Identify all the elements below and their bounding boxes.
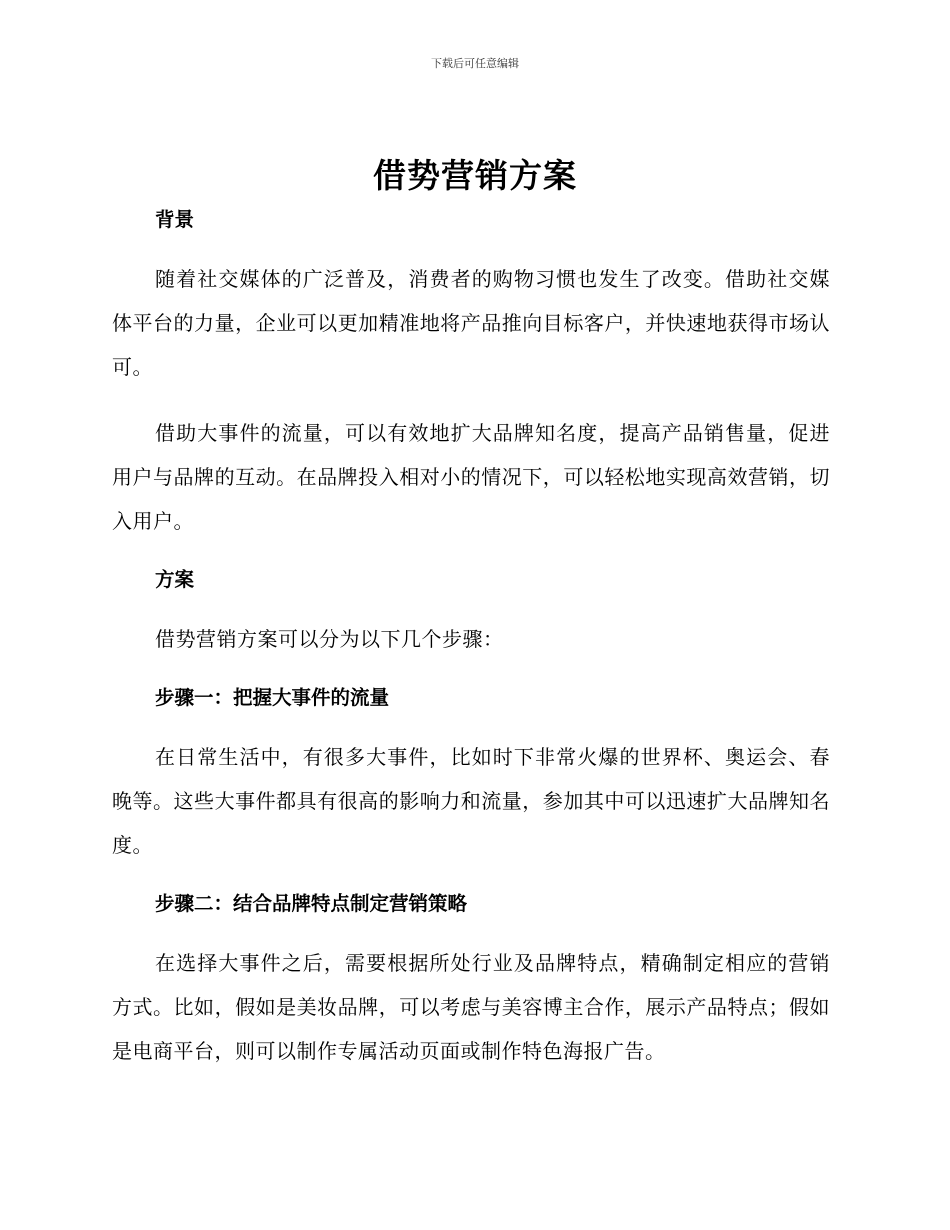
section-heading-background: 背景 <box>155 208 195 231</box>
plan-intro-paragraph: 借势营销方案可以分为以下几个步骤： <box>155 627 504 651</box>
header-note: 下载后可任意编辑 <box>431 57 519 70</box>
step1-heading: 步骤一：把握大事件的流量 <box>155 686 390 709</box>
section-heading-plan: 方案 <box>155 568 195 591</box>
background-paragraph-2: 借助大事件的流量，可以有效地扩大品牌知名度，提高产品销售量，促进用户与品牌的互动。在品牌投入相对小的情况下，可以轻松地实现高效营销，切入用户。 <box>112 421 830 533</box>
step2-heading: 步骤二：结合品牌特点制定营销策略 <box>155 892 468 915</box>
document-title: 借势营销方案 <box>373 156 577 195</box>
document-body <box>112 205 830 1095</box>
step1-paragraph: 在日常生活中，有很多大事件，比如时下非常火爆的世界杯、奥运会、春晚等。这些大事件都具有很高的影响力和流量，参加其中可以迅速扩大品牌知名度。 <box>112 745 830 857</box>
background-paragraph-1: 随着社交媒体的广泛普及，消费者的购物习惯也发生了改变。借助社交媒体平台的力量，企业可以更加精准地将产品推向目标客户，并快速地获得市场认可。 <box>112 267 830 379</box>
step2-paragraph: 在选择大事件之后，需要根据所处行业及品牌特点，精确制定相应的营销方式。比如，假如是美妆品牌，可以考虑与美容博主合作，展示产品特点；假如是电商平台，则可以制作专属活动页面或制作特色海报广告。 <box>112 951 830 1063</box>
